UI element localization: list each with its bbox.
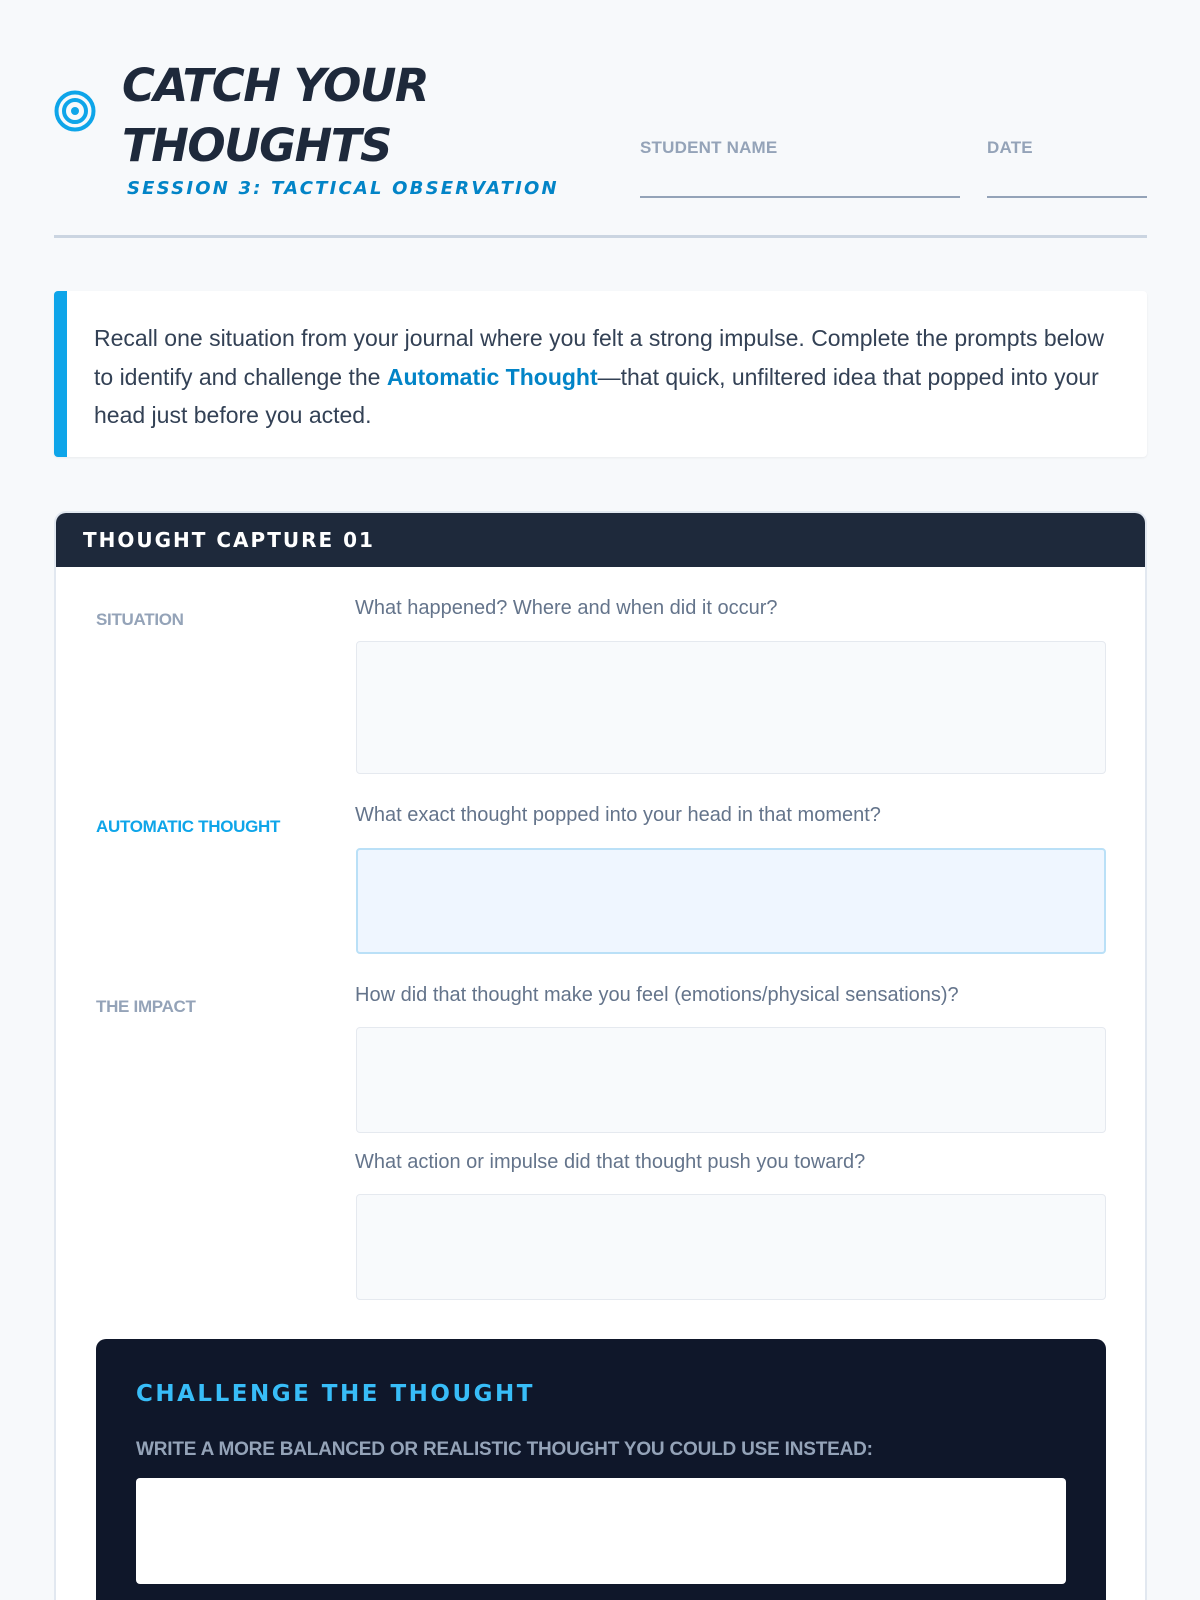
intro-text-before: Recall one situation from your journal where you felt a strong impulse. Complete the prompts below to identify and challenge the: [94, 325, 1104, 390]
impact-action-answer-box[interactable]: [356, 1194, 1106, 1300]
automatic-thought-answer-box[interactable]: [356, 848, 1106, 954]
impact-feel-answer-box[interactable]: [356, 1027, 1106, 1133]
worksheet-header: [54, 52, 1147, 238]
intro-highlight: Automatic Thought: [386, 363, 598, 390]
challenge-panel: [96, 1339, 1106, 1600]
card-title: THOUGHT CAPTURE 01: [83, 528, 375, 552]
challenge-title: CHALLENGE THE THOUGHT: [136, 1381, 535, 1407]
student-name-label: STUDENT NAME: [640, 138, 778, 157]
impact-feel-prompt: How did that thought make you feel (emotions/physical sensations)?: [355, 984, 959, 1006]
instructions-callout: [54, 291, 1147, 457]
impact-label: THE IMPACT: [96, 997, 196, 1016]
impact-action-prompt: What action or impulse did that thought push you toward?: [355, 1151, 866, 1173]
date-line[interactable]: [987, 196, 1147, 198]
thought-capture-card: [54, 511, 1147, 1600]
intro-text-after: —that quick, unfiltered idea that popped into your head just before you acted.: [94, 363, 1099, 428]
situation-label: SITUATION: [96, 610, 184, 629]
automatic-thought-prompt: What exact thought popped into your head in that moment?: [355, 804, 881, 826]
date-label: DATE: [987, 138, 1033, 157]
automatic-thought-label: AUTOMATIC THOUGHT: [96, 817, 281, 836]
student-name-line[interactable]: [640, 196, 960, 198]
situation-prompt: What happened? Where and when did it occur?: [355, 597, 778, 619]
card-header: [56, 513, 1145, 567]
balanced-thought-answer-box[interactable]: [136, 1478, 1066, 1584]
student-name-field[interactable]: [640, 138, 960, 158]
date-field[interactable]: [987, 138, 1147, 158]
title-block: [122, 56, 582, 199]
page-subtitle: SESSION 3: TACTICAL OBSERVATION: [127, 178, 559, 199]
target-icon: [54, 90, 96, 132]
challenge-prompt: WRITE A MORE BALANCED OR REALISTIC THOUGHT YOU COULD USE INSTEAD:: [136, 1439, 873, 1460]
situation-answer-box[interactable]: [356, 641, 1106, 774]
page-title: CATCH YOUR THOUGHTS: [122, 59, 429, 172]
